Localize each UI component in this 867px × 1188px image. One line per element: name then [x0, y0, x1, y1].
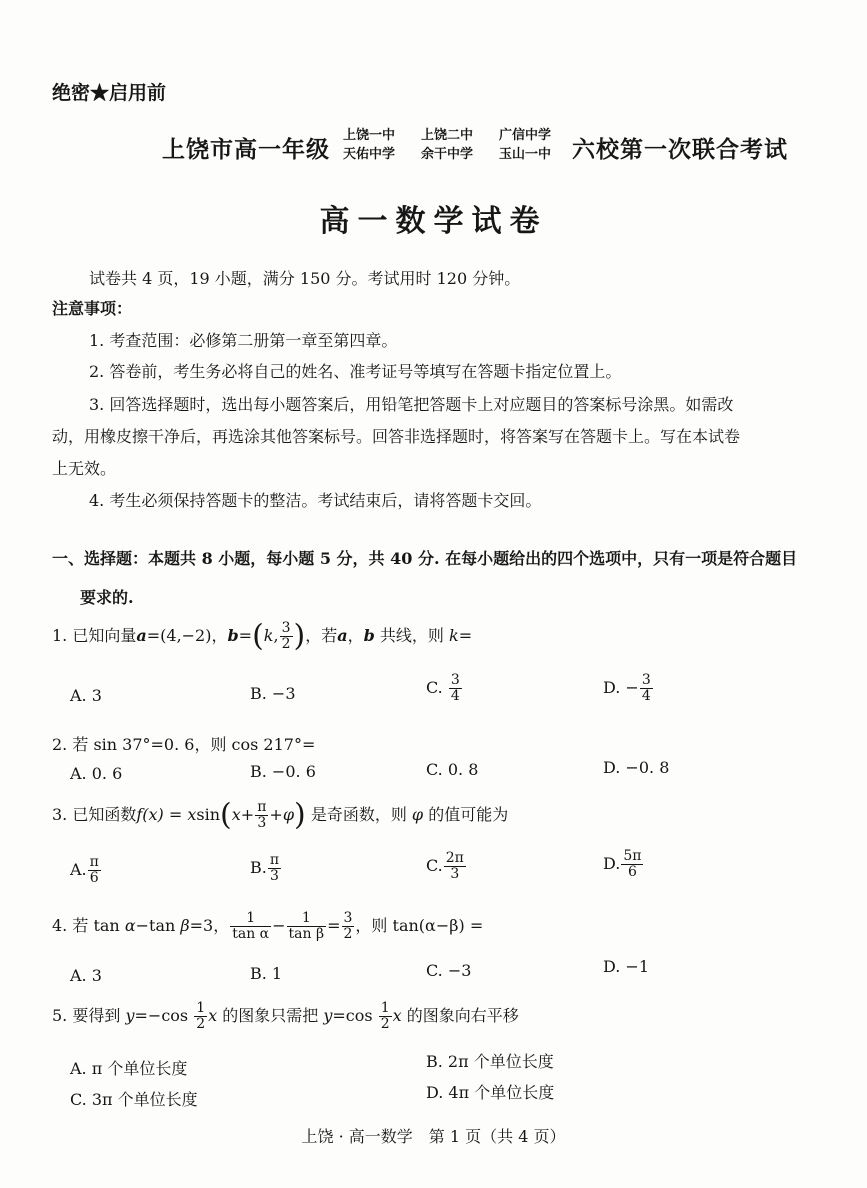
- q3-option-b-fraction: $\frac{\pi}{3}$: [269, 852, 280, 884]
- q3-fraction: $\frac{\pi}{3}$: [257, 799, 267, 831]
- q2-option-d: D. −0. 8: [603, 758, 670, 777]
- q5-text: 5. 要得到: [52, 1006, 126, 1025]
- q5-text: =−cos: [134, 1006, 194, 1025]
- q4-option-a: A. 3: [70, 966, 102, 985]
- q5-text: =cos: [332, 1006, 378, 1025]
- exam-city-grade: 上饶市高一年级: [162, 136, 330, 163]
- q5-option-d: D. 4π 个单位长度: [426, 1083, 555, 1102]
- q4-option-d: D. −1: [603, 957, 650, 976]
- q1-k: k: [263, 626, 274, 645]
- section-heading-line-1: 一、选择题：本题共 8 小题，每小题 5 分，共 40 分. 在每小题给出的四个选项中，只有一项是符合题目: [52, 549, 798, 568]
- exam-name: 六校第一次联合考试: [572, 136, 788, 163]
- q4-text: −tan: [135, 916, 181, 935]
- q1-text: ，: [347, 626, 364, 645]
- q4-beta: β: [180, 916, 190, 935]
- q2-option-a: A. 0. 6: [70, 764, 123, 783]
- q4-option-c: C. −3: [426, 961, 472, 980]
- q1-text: ，若: [305, 626, 338, 645]
- note-1: 1. 考查范围：必修第二册第一章至第四章。: [89, 331, 398, 350]
- school-name: 玉山一中: [499, 147, 552, 162]
- option-label: A.: [70, 860, 87, 879]
- q5-variable: x: [392, 1006, 402, 1025]
- question-3-stem: 3. 已知函数f(x) = xsin(x+ $\frac{\pi}{3}$ +φ) 是奇函数，则 φ 的值可能为: [52, 797, 509, 833]
- question-2-stem: 2. 若 sin 37°=0. 6，则 cos 217°=: [52, 735, 316, 754]
- q4-fraction-1: $\frac{1}{\text{tan α}}$: [232, 910, 270, 942]
- question-5-stem: [52, 996, 519, 1036]
- q5-option-b: B. 2π 个单位长度: [426, 1052, 554, 1071]
- notes-heading: 注意事项：: [52, 299, 133, 318]
- q3-text: x+: [231, 805, 255, 824]
- school-name: 上饶二中: [421, 128, 474, 143]
- q3-phi: φ: [411, 805, 424, 824]
- q3-text: =: [163, 805, 188, 824]
- q3-text: +φ: [269, 805, 295, 824]
- school-list: [343, 126, 577, 164]
- q3-option-a: [70, 850, 102, 890]
- q4-text: =: [327, 916, 341, 935]
- q1-option-d-fraction: $\frac{3}{4}$: [641, 672, 651, 704]
- q1-text: =(4,−2)，: [146, 626, 228, 645]
- q1-option-c-fraction: $\frac{3}{4}$: [450, 672, 460, 704]
- q1-text: =: [458, 626, 473, 645]
- q3-text: sin: [196, 805, 221, 824]
- q3-option-d-fraction: $\frac{5\pi}{6}$: [623, 848, 642, 880]
- school-name: 广信中学: [499, 128, 552, 143]
- q4-option-b: B. 1: [250, 964, 283, 983]
- q3-text: 的值可能为: [423, 805, 509, 824]
- q4-fraction-2: $\frac{1}{\text{tan β}}$: [288, 910, 325, 942]
- q5-variable: y: [125, 1006, 135, 1025]
- note-3-line-3: 上无效。: [52, 459, 117, 478]
- q1-k: k: [449, 626, 459, 645]
- q1-option-a: A. 3: [70, 686, 102, 705]
- note-3-line-2: 动，用橡皮擦干净后，再选涂其他答案标号。回答非选择题时，将答案写在答题卡上。写在本试卷: [52, 427, 741, 446]
- q3-option-c: [426, 846, 467, 886]
- school-name: 余干中学: [421, 147, 474, 162]
- q1-text: 1. 已知向量: [52, 626, 137, 645]
- option-label: C.: [426, 678, 443, 697]
- q1-vector-b: b: [363, 626, 375, 645]
- q4-text: −: [272, 916, 286, 935]
- q3-variable: x: [187, 805, 197, 824]
- q5-variable: x: [208, 1006, 218, 1025]
- q5-option-a: A. π 个单位长度: [70, 1059, 188, 1078]
- q5-text: 的图象向右平移: [401, 1006, 519, 1025]
- q4-alpha: α: [124, 916, 136, 935]
- q4-text: ，则 tan(α−β) =: [355, 916, 484, 935]
- question-1-stem: 1. 已知向量a=(4,−2)，b=(k, $\frac{3}{2}$ )，若a，b 共线，则 k=: [52, 618, 473, 654]
- note-3-line-1: 3. 回答选择题时，选出每小题答案后，用铅笔把答题卡上对应题目的答案标号涂黑。如需改: [89, 395, 734, 414]
- q1-text: ,: [273, 626, 279, 645]
- note-2: 2. 答卷前，考生务必将自己的姓名、准考证号等填写在答题卡指定位置上。: [89, 362, 622, 381]
- q1-fraction: $\frac{3}{2}$: [281, 620, 291, 652]
- q1-option-b: B. −3: [250, 684, 296, 703]
- q5-fraction-1: $\frac{1}{2}$: [196, 1000, 206, 1032]
- q3-function: f(x): [136, 805, 164, 824]
- q3-text: 是奇函数，则: [305, 805, 412, 824]
- q5-option-c: C. 3π 个单位长度: [70, 1090, 198, 1109]
- q2-option-c: C. 0. 8: [426, 760, 479, 779]
- q4-fraction-3: $\frac{3}{2}$: [343, 910, 353, 942]
- q1-vector-a: a: [337, 626, 348, 645]
- confidential-label: 绝密★启用前: [52, 82, 167, 104]
- q4-text: 4. 若 tan: [52, 916, 125, 935]
- section-heading-line-2: 要求的.: [80, 588, 134, 607]
- option-label: C.: [426, 856, 443, 875]
- question-4-stem: [52, 906, 483, 946]
- q3-option-b: [250, 848, 282, 888]
- q1-text: 共线，则: [374, 626, 450, 645]
- note-4: 4. 考生必须保持答题卡的整洁。考试结束后，请将答题卡交回。: [89, 491, 542, 510]
- q5-text: 的图象只需把: [217, 1006, 324, 1025]
- page-footer: 上饶 · 高一数学 第 1 页（共 4 页）: [301, 1127, 566, 1146]
- q1-option-d: [603, 668, 654, 708]
- school-name: 天佑中学: [343, 147, 396, 162]
- q3-option-a-fraction: $\frac{\pi}{6}$: [89, 854, 99, 886]
- q3-option-c-fraction: $\frac{2\pi}{3}$: [445, 850, 464, 882]
- option-label: D. −: [603, 678, 639, 697]
- q1-option-c: [426, 668, 463, 708]
- paper-title: 高一数学试卷: [319, 204, 548, 239]
- q3-option-d: [603, 844, 644, 884]
- q1-text: =: [238, 626, 253, 645]
- school-name: 上饶一中: [343, 128, 396, 143]
- q2-option-b: B. −0. 6: [250, 762, 316, 781]
- q1-vector-a: a: [136, 626, 147, 645]
- option-label: B.: [250, 858, 267, 877]
- q3-text: 3. 已知函数: [52, 805, 137, 824]
- paper-intro: 试卷共 4 页，19 小题，满分 150 分。考试用时 120 分钟。: [89, 269, 521, 288]
- q5-fraction-2: $\frac{1}{2}$: [380, 1000, 390, 1032]
- q5-variable: y: [323, 1006, 333, 1025]
- q4-text: =3，: [189, 916, 230, 935]
- option-label: D.: [603, 854, 621, 873]
- q1-vector-b: b: [227, 626, 239, 645]
